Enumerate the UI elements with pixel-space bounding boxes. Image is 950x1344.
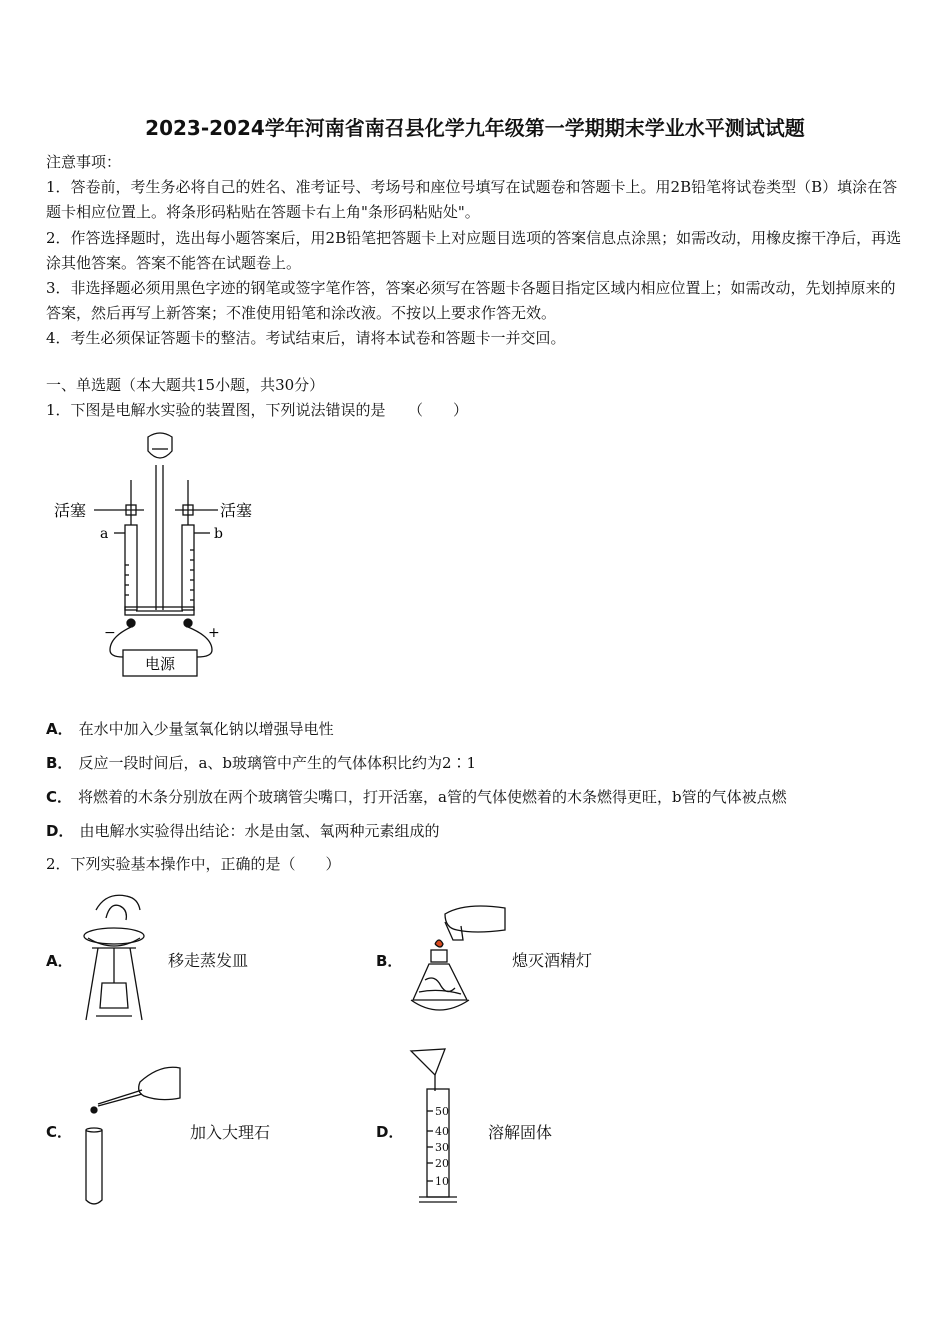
q2-stem: 2．下列实验基本操作中，正确的是（ ） xyxy=(46,855,341,873)
cylinder-mark-label: 20 xyxy=(435,1157,449,1170)
notice-item-4: 4．考生必须保证答题卡的整洁。考试结束后，请将本试卷和答题卡一并交回。 xyxy=(46,329,566,348)
tube-a-label: a xyxy=(100,526,109,542)
reservoir-bulb xyxy=(148,433,172,458)
notice-item-3: 3．非选择题必须用黑色字迹的钢笔或签字笔作答，答案必须写在答题卡各题目指定区域内相应位置上；如需改动，先划掉原来的答案，然后再写上新答案；不准使用铅笔和涂改液。不按以上要求作答无效。 xyxy=(46,279,896,323)
evaporating-dish-tripod-image xyxy=(76,888,156,1028)
minus-label: − xyxy=(104,625,116,641)
q1-option-a[interactable]: A． 在水中加入少量氢氧化钠以增强导电性 xyxy=(46,720,334,738)
q1-option-b[interactable]: B． 反应一段时间后，a、b玻璃管中产生的气体体积比约为2∶1 xyxy=(46,754,477,772)
q2-option-a-text: 移走蒸发皿 xyxy=(168,951,249,970)
q2-option-b-letter[interactable]: B． xyxy=(376,952,403,970)
cylinder-mark-label: 10 xyxy=(435,1175,449,1188)
valve-left-label: 活塞 xyxy=(54,501,87,520)
test-tube-tweezers-image xyxy=(80,1062,185,1212)
notice-item-2: 2．作答选择题时，选出每小题答案后，用2B铅笔把答题卡上对应题目选项的答案信息点涂黑；如需改动，用橡皮擦干净后，再选涂其他答案。答案不能答在试题卷上。 xyxy=(46,228,902,272)
q2-option-a-letter[interactable]: A． xyxy=(46,952,73,970)
q1-option-c[interactable]: C． 将燃着的木条分别放在两个玻璃管尖嘴口，打开活塞，a管的气体使燃着的木条燃得更旺，b管的气体被点燃 xyxy=(46,788,787,806)
q1-stem: 1．下图是电解水实验的装置图，下列说法错误的是 （ ） xyxy=(46,401,469,419)
electrolysis-apparatus-diagram xyxy=(50,425,270,685)
cylinder-mark-label: 30 xyxy=(435,1141,449,1154)
tube-b xyxy=(182,525,194,610)
cylinder-mark-label: 40 xyxy=(435,1125,449,1138)
graduated-cylinder-image xyxy=(405,1045,465,1210)
tube-b-label: b xyxy=(214,526,223,542)
plus-label: + xyxy=(208,625,220,641)
notice-item-1: 1．答卷前，考生务必将自己的姓名、准考证号、考场号和座位号填写在试题卷和答题卡上。用2B铅笔将试卷类型（B）填涂在答题卡相应位置上。将条形码粘贴在答题卡右上角"条形码粘贴处"。 xyxy=(46,178,898,222)
section-heading: 一、单选题（本大题共15小题，共30分） xyxy=(46,376,325,394)
page-title: 2023-2024学年河南省南召县化学九年级第一学期期末学业水平测试试题 xyxy=(145,116,805,140)
alcohol-lamp-image xyxy=(405,900,510,1025)
tube-a xyxy=(125,525,137,610)
power-label: 电源 xyxy=(144,655,176,673)
notice-heading: 注意事项： xyxy=(46,153,122,171)
q2-option-c-text: 加入大理石 xyxy=(190,1123,271,1142)
q2-option-d-text: 溶解固体 xyxy=(488,1123,553,1142)
q2-option-d-letter[interactable]: D． xyxy=(376,1123,404,1141)
q2-option-c-letter[interactable]: C． xyxy=(46,1123,73,1141)
q2-option-b-text: 熄灭酒精灯 xyxy=(512,951,593,970)
cylinder-mark-label: 50 xyxy=(435,1105,449,1118)
notice-block xyxy=(46,150,906,352)
q1-option-d[interactable]: D． 由电解水实验得出结论：水是由氢、氧两种元素组成的 xyxy=(46,822,440,840)
valve-right-label: 活塞 xyxy=(220,501,253,520)
